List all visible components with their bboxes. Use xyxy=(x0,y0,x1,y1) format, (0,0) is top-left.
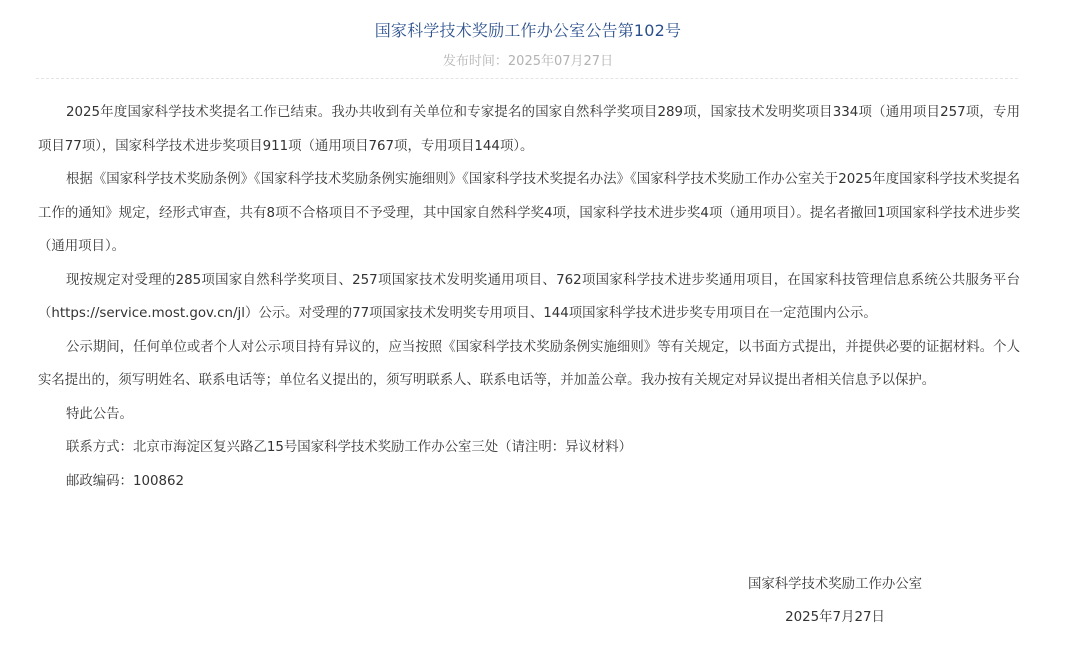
paragraph-closing: 特此公告。 xyxy=(66,406,133,422)
paragraph-nomination-summary: 2025年度国家科学技术奖提名工作已结束。我办共收到有关单位和专家提名的国家自然科学奖项目289项，国家技术发明奖项目334项（通用项目257项，专用项目77项），国家科学技术进步奖项目911项（通用项目767项，专用项目144项）。 xyxy=(38,105,1020,154)
announcement-body xyxy=(38,96,1020,498)
paragraph-publicity: 现按规定对受理的285项国家自然科学奖项目、257项国家技术发明奖通用项目、762项国家科学技术进步奖通用项目，在国家科技管理信息系统公共服务平台（https://service.most.gov.cn/jl）公示。对受理的77项国家技术发明奖专用项目、144项国家科学技术进步奖专用项目在一定范围内公示。 xyxy=(38,272,1020,321)
paragraph-contact: 联系方式：北京市海淀区复兴路乙15号国家科学技术奖励工作办公室三处（请注明：异议材料） xyxy=(66,440,633,455)
page-title: 国家科学技术奖励工作办公室公告第102号 xyxy=(374,21,682,40)
paragraph-review-result: 根据《国家科学技术奖励条例》《国家科学技术奖励条例实施细则》《国家科学技术奖提名办法》《国家科学技术奖励工作办公室关于2025年度国家科学技术奖提名工作的通知》规定，经形式审查，共有8项不合格项目不予受理，其中国家自然科学奖4项，国家科学技术进步奖4项（通用项目）。提名者撤回1项国家科学技术进步奖（通用项目）。 xyxy=(38,172,1020,254)
paragraph-postcode: 邮政编码：100862 xyxy=(66,473,185,489)
paragraph-objection: 公示期间，任何单位或者个人对公示项目持有异议的，应当按照《国家科学技术奖励条例实施细则》等有关规定，以书面方式提出，并提供必要的证据材料。个人实名提出的，须写明姓名、联系电话等；单位名义提出的，须写明联系人、联系电话等，并加盖公章。我办按有关规定对异议提出者相关信息予以保护。 xyxy=(38,339,1020,388)
signature-date: 2025年7月27日 xyxy=(785,610,885,625)
signature-organization: 国家科学技术奖励工作办公室 xyxy=(747,577,923,592)
divider xyxy=(36,78,1018,79)
publish-date: 发布时间：2025年07月27日 xyxy=(442,54,614,69)
